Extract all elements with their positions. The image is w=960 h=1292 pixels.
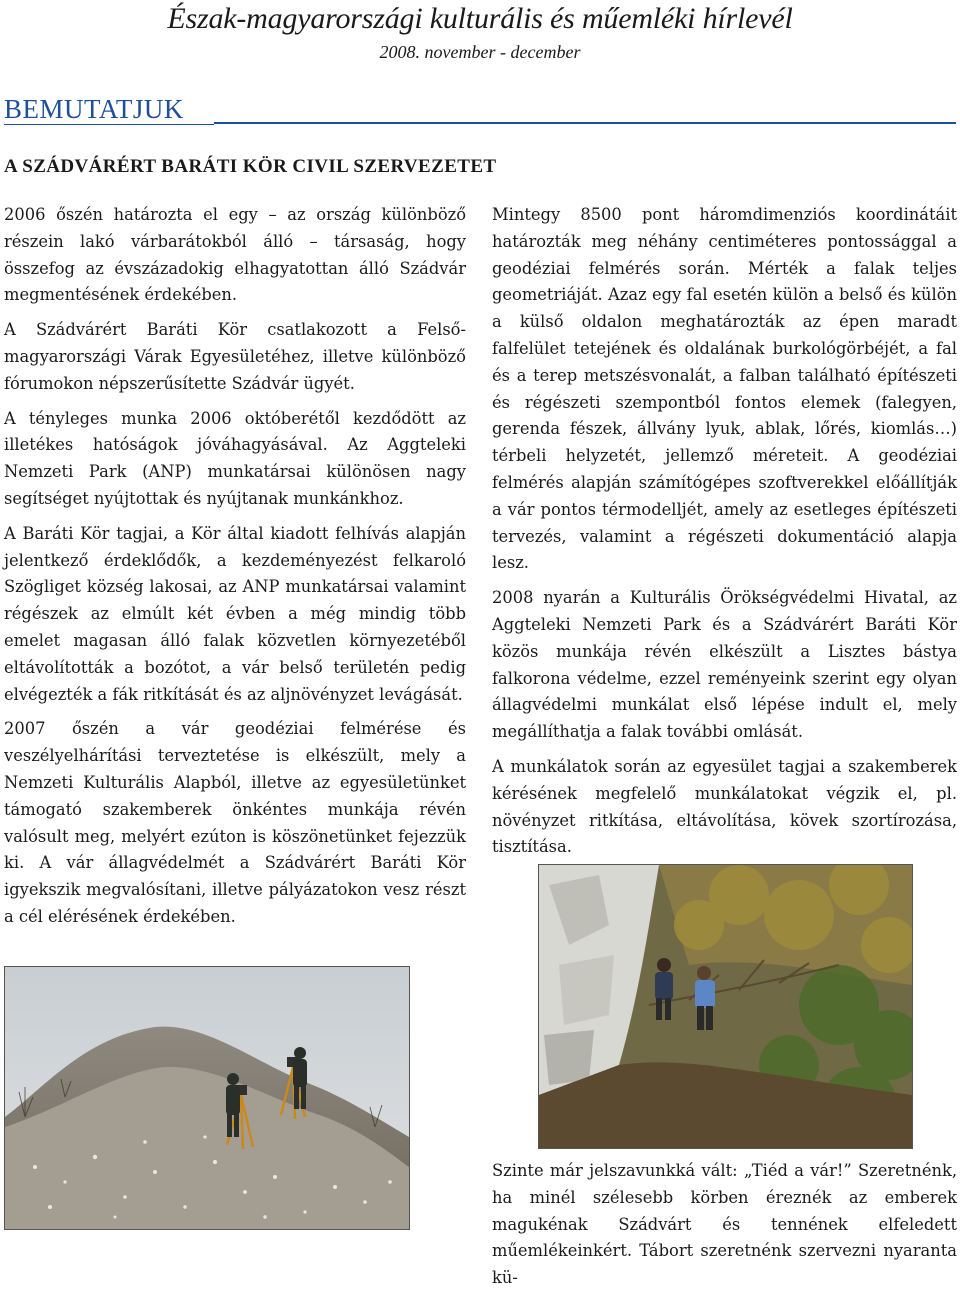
survey-photo-image (5, 967, 409, 1229)
paragraph: A Szádvárért Baráti Kör csatlakozott a Felső-magyarországi Várak Egyesületéhez, illetve különböző fórumokon népszerűsítette Szádvár ügyét. (4, 320, 466, 393)
section-underline (4, 124, 214, 125)
paragraph: A tényleges munka 2006 októberétől kezdődött az illetékes hatóságok jóváhagyásával. Az Aggteleki Nemzeti Park (ANP) munkatársai különösen nagy segítséget nyújtottak és nyújtanak munkánkhoz. (4, 408, 466, 508)
newsletter-title: Észak-magyarországi kulturális és műemléki hírlevél (167, 2, 793, 35)
closing-text (492, 1158, 957, 1292)
paragraph: 2007 őszén a vár geodéziai felmérése és veszélyelhárítási terveztetése is elkészült, mely a Nemzeti Kulturális Alapból, illetve az egyesületünket támogató szakemberek önkéntes munkája révén valósult meg, melyért ezúton is köszönetünket fejezzük ki. A vár állagvédelmét a Szádvárért Baráti Kör igyekszik megvalósítani, illetve pályázatokon vesz részt a cél elérésének érdekében. (4, 719, 466, 926)
left-column (4, 202, 466, 939)
issue-date: 2008. november - december (379, 42, 581, 62)
section-label: BEMUTATJUK (4, 94, 184, 124)
clearing-work-photo (538, 864, 913, 1149)
paragraph: Mintegy 8500 pont háromdimenziós koordinátáit határozták meg néhány centiméteres pontossággal a geodéziai felmérés során. Mérték a falak teljes geometriáját. Azaz egy fal esetén külön a belső és külön a külső oldalon meghatározták az épen maradt falfelület tetejének és oldalának burkológörbéjét, a fal és a terep metszésvonalát, a falban található építészeti és régészeti szempontból fontos elemek (falegyen, gerenda fészek, állvány lyuk, ablak, lőrés, kiomlás…) térbeli helyzetét, jellemző méreteit. A geodéziai felmérés alapján számítógépes szoftverekkel előállítják a vár pontos térmodelljét, amely az esetleges építészeti tervezés, valamint a régészeti dokumentáció alapja lesz. (492, 205, 957, 573)
section-heading (4, 94, 956, 128)
survey-photo (4, 966, 410, 1230)
section-rule (214, 122, 956, 124)
clearing-work-photo-image (539, 865, 912, 1148)
paragraph: 2006 őszén határozta el egy – az ország különböző részein lakó várbarátokból álló – társaság, hogy összefog az évszázadokig elhagyatottan álló Szádvár megmentésének érdekében. (4, 205, 466, 305)
article-title: A SZÁDVÁRÉRT BARÁTI KÖR CIVIL SZERVEZETET (4, 156, 497, 177)
paragraph: Szinte már jelszavunkká vált: „Tiéd a vár!” Szeretnénk, ha minél szélesebb körben éreznék az emberek magukénak Szádvárt és tennének elfeledett műemlékeinkért. Tábort szeretnénk szervezni nyaranta kü- (492, 1161, 957, 1288)
paragraph: A munkálatok során az egyesület tagjai a szakemberek kérésének megfelelő munkálatokat végzik el, pl. növényzet ritkítása, eltávolítása, kövek szortírozása, tisztítása. (492, 756, 957, 857)
paragraph: A Baráti Kör tagjai, a Kör által kiadott felhívás alapján jelentkező érdeklődők, a kezdeményezést felkaroló Szögliget község lakosai, az ANP munkatársai valamint régészek az elmúlt két évben a még mindig több emelet magasan álló falak közvetlen környezetéből eltávolították a bozótot, a vár belső területén pedig elvégezték a fák ritkítását és az aljnövényzet levágását. (4, 523, 466, 704)
right-column (492, 202, 957, 869)
paragraph: 2008 nyarán a Kulturális Örökségvédelmi Hivatal, az Aggteleki Nemzeti Park és a Szádvárért Baráti Kör közös munkája révén elkészült a Lisztes bástya falkorona védelme, ezzel reményeink szerint egy olyan állagvédelmi munkálat első lépése indult el, mely megállíthatja a falak további omlását. (492, 588, 957, 742)
